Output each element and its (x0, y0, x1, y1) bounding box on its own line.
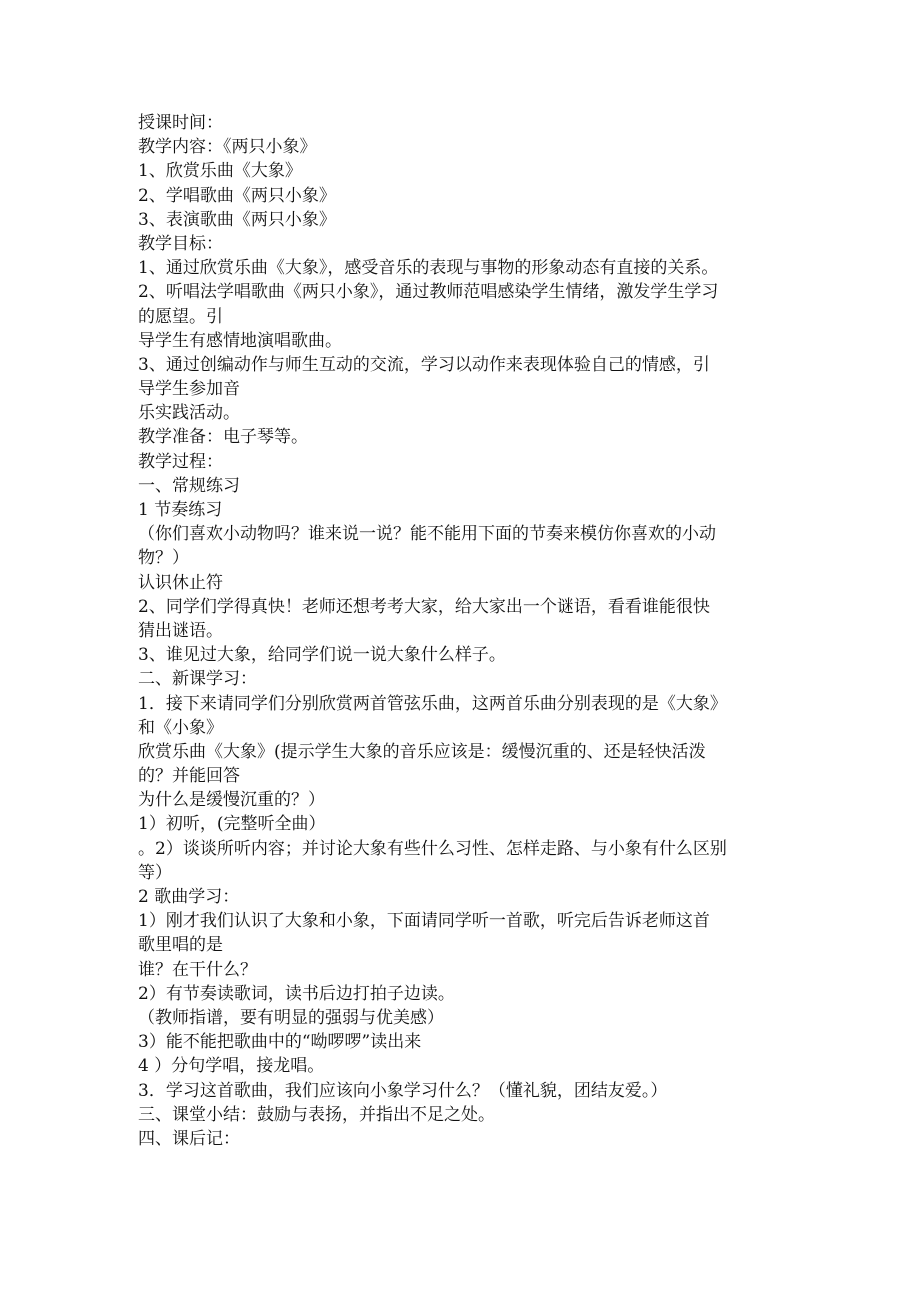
text-line: 的愿望。引 (138, 306, 223, 327)
text-line: （你们喜欢小动物吗？谁来说一说？能不能用下面的节奏来模仿你喜欢的小动 (138, 524, 716, 545)
text-line: 3）能不能把歌曲中的“呦啰啰”读出来 (138, 1032, 422, 1053)
text-line: 1）初听，(完整听全曲） (138, 814, 326, 835)
text-line: 2、同学们学得真快！老师还想考考大家，给大家出一个谜语，看看谁能很快 (138, 596, 710, 617)
text-line: 教学目标： (138, 233, 223, 254)
text-line: 1、欣赏乐曲《大象》 (138, 161, 302, 182)
text-line: 1）刚才我们认识了大象和小象，下面请同学听一首歌，听完后告诉老师这首 (138, 911, 710, 932)
text-line: 和《小象》 (138, 717, 223, 738)
text-line: 歌里唱的是 (138, 935, 223, 956)
text-line: 1、通过欣赏乐曲《大象》，感受音乐的表现与事物的形象动态有直接的关系。 (138, 258, 719, 279)
text-line: 3、谁见过大象，给同学们说一说大象什么样子。 (138, 645, 506, 666)
text-line: 二、新课学习： (138, 669, 257, 690)
text-line: 认识休止符 (138, 572, 223, 593)
text-line: （教师指谱，要有明显的强弱与优美感） (138, 1007, 444, 1028)
text-line: 的？并能回答 (138, 766, 240, 787)
text-line: 猜出谜语。 (138, 620, 223, 641)
text-line: 导学生有感情地演唱歌曲。 (138, 330, 342, 351)
text-line: 4 ）分句学唱，接龙唱。 (138, 1056, 325, 1077)
text-line: 3、表演歌曲《两只小象》 (138, 209, 336, 230)
text-line: 2、学唱歌曲《两只小象》 (138, 185, 336, 206)
text-line: 欣赏乐曲《大象》(提示学生大象的音乐应该是：缓慢沉重的、还是轻快活泼 (138, 741, 706, 762)
text-line: 。2）谈谈所听内容；并讨论大象有些什么习性、怎样走路、与小象有什么区别 (138, 838, 727, 859)
text-line: 授课时间： (138, 113, 223, 133)
text-line: 2）有节奏读歌词，读书后边打拍子边读。 (138, 983, 455, 1004)
text-line: 2、听唱法学唱歌曲《两只小象》，通过教师范唱感染学生情绪，激发学生学习 (138, 282, 719, 303)
text-line: 三、课堂小结：鼓励与表扬，并指出不足之处。 (138, 1104, 495, 1125)
text-line: 四、课后记： (138, 1128, 240, 1149)
text-line: 物？） (138, 548, 189, 569)
text-line: 教学内容：《两只小象》 (138, 137, 317, 158)
text-line: 1 节奏练习 (138, 500, 223, 520)
text-line: 教学准备：电子琴等。 (138, 427, 308, 448)
text-line: 3、通过创编动作与师生互动的交流，学习以动作来表现体验自己的情感，引 (138, 354, 710, 375)
text-line: 导学生参加音 (138, 379, 240, 400)
text-line: 谁？在干什么？ (138, 959, 257, 980)
text-line: 2 歌曲学习： (138, 887, 240, 907)
text-line: 为什么是缓慢沉重的？） (138, 790, 325, 811)
text-line: 1．接下来请同学们分别欣赏两首管弦乐曲，这两首乐曲分别表现的是《大象》 (138, 693, 727, 714)
document-body (138, 111, 788, 1151)
text-line: 等） (138, 862, 172, 883)
text-line: 乐实践活动。 (138, 403, 240, 424)
text-line: 教学过程： (138, 451, 223, 472)
text-line: 3．学习这首歌曲，我们应该向小象学习什么？（懂礼貌，团结友爱。） (138, 1080, 668, 1101)
text-line: 一、常规练习 (138, 475, 240, 496)
